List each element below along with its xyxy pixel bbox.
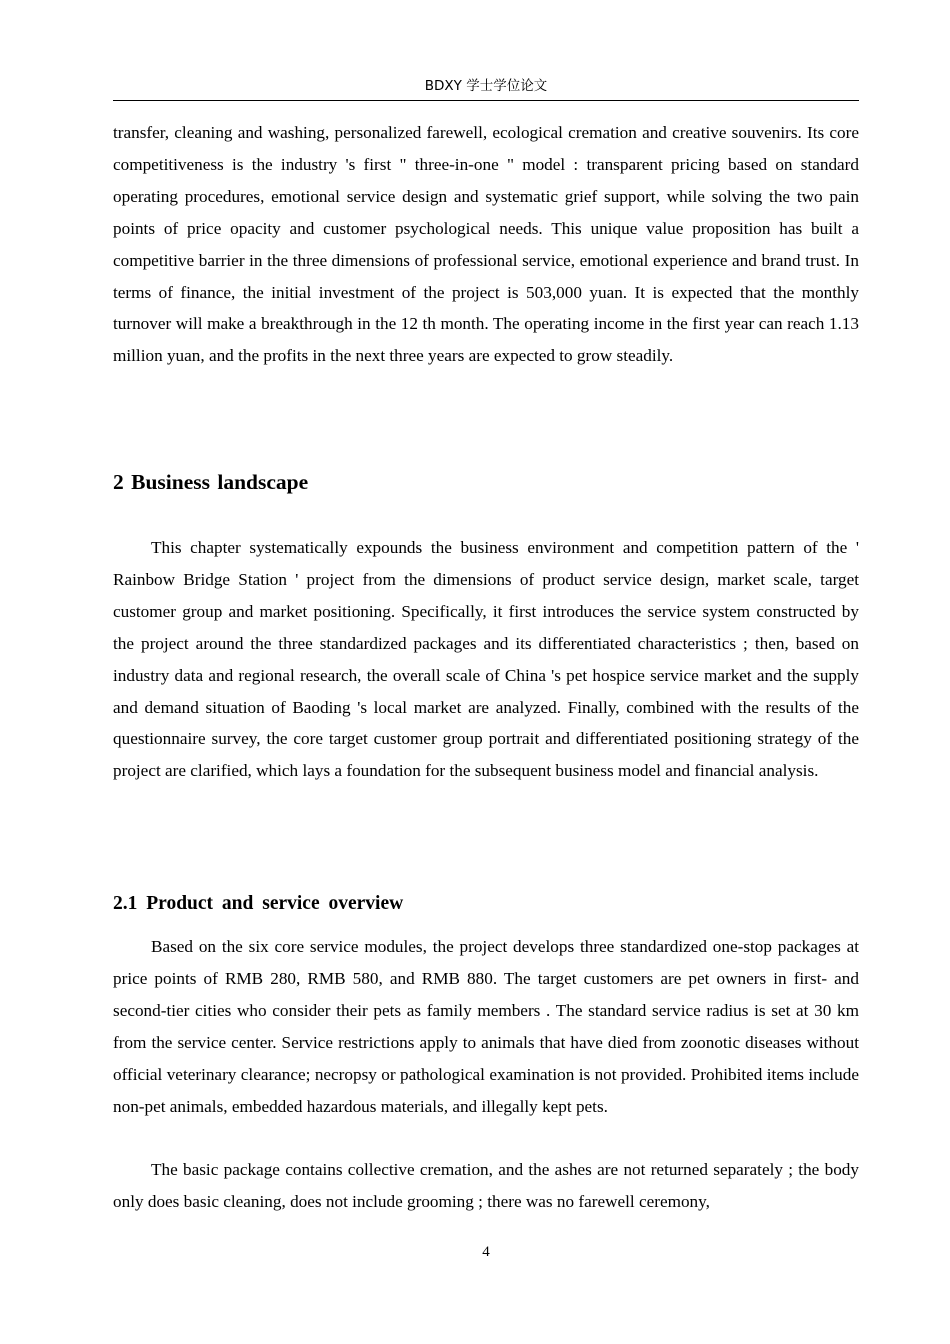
paragraph-service-packages: Based on the six core service modules, the project develops three standardized one-stop packages at price points of RMB 280, RMB 580, and RMB 880. The target customers are pet owners in first- and second-tier cities who consider their pets as family members . The standard service radius is set at 30 km from the service center. Service restrictions apply to animals that have died from zoonotic diseases without official veterinary clearance; necropsy or pathological examination is not provided. Prohibited items include non-pet animals, embedded hazardous materials, and illegally kept pets. — [113, 937, 859, 1116]
paragraph-chapter-overview: This chapter systematically expounds the business environment and competition pattern of the ' Rainbow Bridge Station ' project from the dimensions of product service design, market scale, target customer group and market positioning. Specifically, it first introduces the service system constructed by the project around the three standardized packages and its differentiated characteristics ; then, based on industry data and regional research, the overall scale of China 's pet hospice service market and the supply and demand situation of Baoding 's local market are analyzed. Finally, combined with the results of the questionnaire survey, the core target customer group portrait and differentiated positioning strategy of the project are clarified, which lays a foundation for the subsequent business model and financial analysis. — [113, 538, 859, 781]
subsection-heading-product-service-overview: 2.1 Product and service overview — [113, 893, 404, 914]
header-rule — [113, 100, 859, 101]
section-heading-business-landscape: 2 Business landscape — [113, 470, 309, 494]
paragraph-summary-continuation: transfer, cleaning and washing, personalized farewell, ecological cremation and creative souvenirs. Its core competitiveness is the industry 's first " three-in-one " model : transparent pricing based on standard operating procedures, emotional service design and systematic grief support, while solving the two pain points of price opacity and customer psychological needs. This unique value proposition has built a competitive barrier in the three dimensions of professional service, emotional experience and brand trust. In terms of finance, the initial investment of the project is 503,000 yuan. It is expected that the monthly turnover will make a breakthrough in the 12 th month. The operating income in the first year can reach 1.13 million yuan, and the profits in the next three years are expected to grow steadily. — [113, 123, 859, 366]
paragraph-basic-package: The basic package contains collective cremation, and the ashes are not returned separately ; the body only does basic cleaning, does not include grooming ; there was no farewell ceremony, — [113, 1160, 859, 1211]
running-header: BDXY 学士学位论文 — [424, 78, 548, 94]
document-page — [113, 0, 859, 1344]
page-number: 4 — [482, 1244, 490, 1260]
